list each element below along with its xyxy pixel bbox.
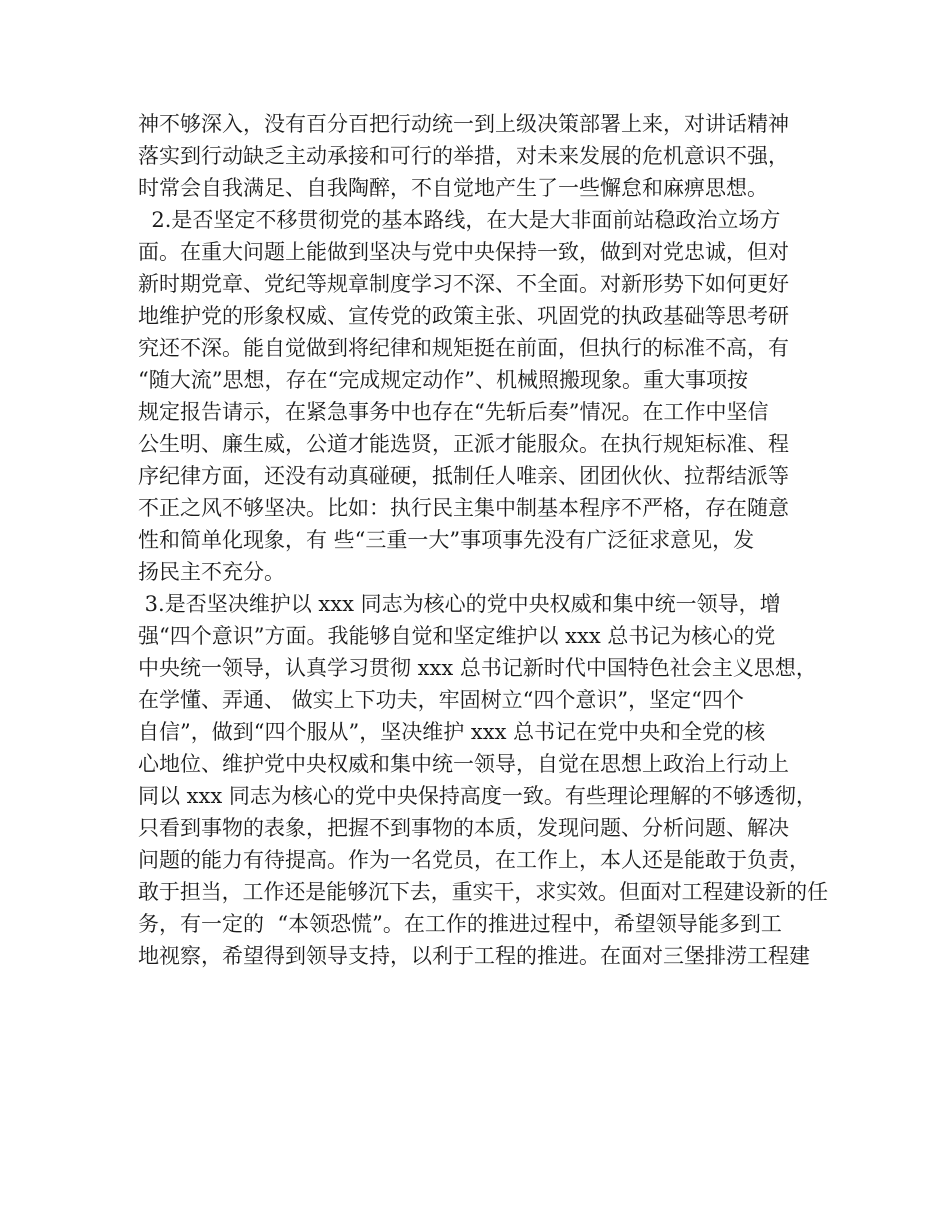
text-line: 只看到事物的表象，把握不到事物的本质，发现问题、分析问题、解决 xyxy=(138,816,789,840)
text-line: 落实到行动缺乏主动承接和可行的举措，对未来发展的危机意识不强， xyxy=(138,144,789,168)
text-line: 地维护党的形象权威、宣传党的政策主张、巩固党的执政基础等思考研 xyxy=(138,304,789,328)
text-line: 问题的能力有待提高。作为一名党员，在工作上，本人还是能敢于负责， xyxy=(138,848,810,872)
text-line: 心地位、维护党中央权威和集中统一领导，自觉在思想上政治上行动上 xyxy=(138,752,789,776)
text-line: 性和简单化现象，有 些“三重一大”事项事先没有广泛征求意见，发 xyxy=(138,528,755,552)
text-line: 不正之风不够坚决。比如：执行民主集中制基本程序不严格，存在随意 xyxy=(138,496,789,520)
text-line: 在学懂、弄通、 做实上下功夫，牢固树立“四个意识”，坚定“四个 xyxy=(138,688,744,712)
text-line: 中央统一领导，认真学习贯彻 xxx 总书记新时代中国特色社会主义思想， xyxy=(138,656,817,680)
text-line: 新时期党章、党纪等规章制度学习不深、不全面。对新形势下如何更好 xyxy=(138,272,789,296)
text-line: 神不够深入，没有百分百把行动统一到上级决策部署上来，对讲话精神 xyxy=(138,112,789,136)
text-line: “随大流”思想，存在“完成规定动作”、机械照搬现象。重大事项按 xyxy=(138,368,748,392)
text-line: 2.是否坚定不移贯彻党的基本路线，在大是大非面前站稳政治立场方 xyxy=(138,208,781,232)
text-line: 规定报告请示，在紧急事务中也存在“先斩后奏”情况。在工作中坚信 xyxy=(138,400,769,424)
text-line: 扬民主不充分。 xyxy=(138,560,285,584)
text-line: 序纪律方面，还没有动真碰硬，抵制任人唯亲、团团伙伙、拉帮结派等 xyxy=(138,464,789,488)
body-text xyxy=(138,108,828,972)
text-line: 公生明、廉生威，公道才能选贤，正派才能服众。在执行规矩标准、程 xyxy=(138,432,789,456)
text-line: 究还不深。能自觉做到将纪律和规矩挺在前面，但执行的标准不高，有 xyxy=(138,336,789,360)
text-line: 强“四个意识”方面。我能够自觉和坚定维护以 xxx 总书记为核心的党 xyxy=(138,624,776,648)
text-line: 敢于担当，工作还是能够沉下去，重实干，求实效。但面对工程建设新的任 xyxy=(138,880,828,904)
text-line: 面。在重大问题上能做到坚决与党中央保持一致，做到对党忠诚，但对 xyxy=(138,240,789,264)
text-line: 地视察，希望得到领导支持，以利于工程的推进。在面对三堡排涝工程建 xyxy=(138,944,810,968)
text-line: 同以 xxx 同志为核心的党中央保持高度一致。有些理论理解的不够透彻， xyxy=(138,784,817,808)
text-line: 自信”，做到“四个服从”，坚决维护 xxx 总书记在党中央和全党的核 xyxy=(138,720,766,744)
text-line: 时常会自我满足、自我陶醉，不自觉地产生了一些懈怠和麻痹思想。 xyxy=(138,176,768,200)
text-line: 3.是否坚决维护以 xxx 同志为核心的党中央权威和集中统一领导，增 xyxy=(138,592,781,616)
text-line: 务，有一定的 “本领恐慌”。在工作的推进过程中，希望领导能多到工 xyxy=(138,912,782,936)
